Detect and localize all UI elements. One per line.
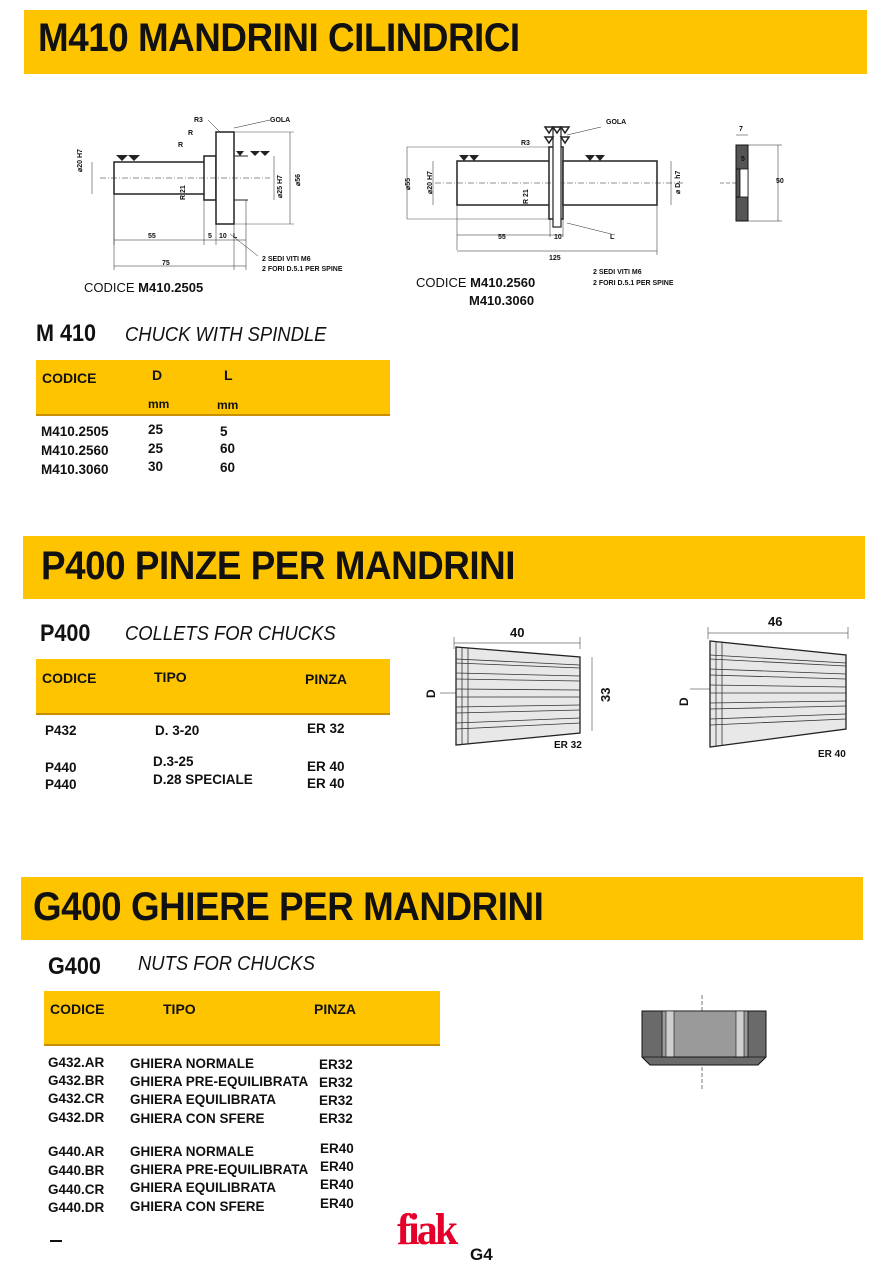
g400-row-1-pinza: ER32 bbox=[319, 1057, 353, 1072]
p400-row-2-pinza: ER 40 bbox=[307, 759, 345, 774]
d2-note-1: 2 SEDI VITI M6 bbox=[593, 269, 642, 276]
footer-logo: fiak bbox=[397, 1205, 456, 1254]
footer-mark bbox=[50, 1240, 62, 1242]
m410-subtitle: CHUCK WITH SPINDLE bbox=[125, 324, 327, 346]
d1-d56-label: ⌀56 bbox=[295, 173, 302, 186]
g400-row-4-pinza: ER32 bbox=[319, 1111, 353, 1126]
d3-50-label: 50 bbox=[776, 178, 784, 185]
d2-dh7-label: ⌀ D. h7 bbox=[675, 170, 682, 194]
d2-note-2: 2 FORI D.5.1 PER SPINE bbox=[593, 280, 674, 287]
collet-er32-length: 40 bbox=[510, 625, 525, 640]
m410-row-1-d: 25 bbox=[148, 422, 164, 437]
p400-row-1-codice: P432 bbox=[45, 723, 77, 738]
m410-drawing-2 bbox=[395, 115, 695, 275]
m410-row-3-d: 30 bbox=[148, 459, 164, 474]
d2-gola-label: GOLA bbox=[606, 119, 627, 126]
collet-er40-name: ER 40 bbox=[818, 749, 846, 760]
g400-row-1-codice: G432.AR bbox=[48, 1055, 105, 1070]
g400-title: G400 GHIERE PER MANDRINI bbox=[33, 885, 544, 929]
g400-row-6-tipo: GHIERA PRE-EQUILIBRATA bbox=[130, 1162, 309, 1177]
g400-row-7-codice: G440.CR bbox=[48, 1182, 105, 1197]
p400-table-header bbox=[36, 659, 390, 715]
d2-10-label: 10 bbox=[554, 234, 562, 241]
g400-code: G400 bbox=[48, 953, 101, 980]
p400-row-2-codice: P440 bbox=[45, 760, 77, 775]
m410-row-1-codice: M410.2505 bbox=[41, 424, 109, 439]
g400-row-8-pinza: ER40 bbox=[320, 1196, 354, 1211]
g400-row-6-pinza: ER40 bbox=[320, 1159, 354, 1174]
d1-75-label: 75 bbox=[162, 260, 170, 267]
d1-5-label: 5 bbox=[208, 233, 212, 240]
p400-row-1-pinza: ER 32 bbox=[307, 721, 345, 736]
g400-row-7-pinza: ER40 bbox=[320, 1177, 354, 1192]
d1-d25-label: ⌀25 H7 bbox=[277, 175, 284, 198]
collet-er32-height: 33 bbox=[598, 687, 613, 702]
m410-code: M 410 bbox=[36, 320, 97, 347]
d1-r21-label: R 21 bbox=[180, 185, 187, 200]
m410-row-2-l: 60 bbox=[220, 441, 236, 456]
m410-row-2-d: 25 bbox=[148, 441, 164, 456]
p400-header-codice: CODICE bbox=[42, 670, 97, 686]
g400-row-3-tipo: GHIERA EQUILIBRATA bbox=[130, 1092, 276, 1107]
collet-er32-name: ER 32 bbox=[554, 740, 582, 751]
collet-er40-d: D bbox=[677, 697, 691, 706]
d1-d20-label: ⌀20 H7 bbox=[77, 149, 84, 172]
g400-row-5-codice: G440.AR bbox=[48, 1144, 105, 1159]
d2-caption bbox=[416, 275, 535, 290]
g400-header-codice: CODICE bbox=[50, 1001, 105, 1017]
m410-title: M410 MANDRINI CILINDRICI bbox=[38, 16, 520, 60]
p400-row-2-tipo: D.3-25 bbox=[153, 754, 194, 769]
g400-row-6-codice: G440.BR bbox=[48, 1163, 105, 1178]
p400-code: P400 bbox=[40, 620, 91, 647]
collet-er32-drawing bbox=[440, 635, 610, 755]
m410-row-1-l: 5 bbox=[220, 424, 228, 439]
m410-header-d-unit: mm bbox=[148, 397, 170, 411]
m410-header-l: L bbox=[224, 367, 233, 383]
m410-drawing-3 bbox=[720, 125, 800, 235]
d1-gola-label: GOLA bbox=[270, 117, 291, 124]
p400-row-1-tipo: D. 3-20 bbox=[155, 723, 200, 738]
p400-banner bbox=[23, 536, 865, 599]
d1-55-label: 55 bbox=[148, 233, 156, 240]
d2-caption-prefix: CODICE bbox=[416, 275, 471, 290]
d3-7-label: 7 bbox=[739, 126, 743, 133]
p400-row-3-codice: P440 bbox=[45, 777, 77, 792]
d2-d20-label: ⌀20 H7 bbox=[427, 171, 434, 194]
d1-l-label: L bbox=[233, 233, 238, 240]
m410-row-3-l: 60 bbox=[220, 460, 236, 475]
g400-header-tipo: TIPO bbox=[163, 1001, 196, 1017]
d2-125-label: 125 bbox=[549, 255, 561, 262]
m410-banner bbox=[24, 10, 867, 74]
g400-row-4-codice: G432.DR bbox=[48, 1110, 105, 1125]
p400-row-3-tipo: D.28 SPECIALE bbox=[153, 772, 253, 787]
m410-drawing-1 bbox=[80, 110, 380, 280]
g400-row-2-codice: G432.BR bbox=[48, 1073, 105, 1088]
d1-r-label-a: R bbox=[188, 130, 194, 137]
d3-5-label: 5 bbox=[741, 156, 745, 163]
d1-r-label-b: R bbox=[178, 142, 184, 149]
collet-er40-length: 46 bbox=[768, 614, 783, 629]
g400-row-2-pinza: ER32 bbox=[319, 1075, 353, 1090]
d2-r3-label: R3 bbox=[521, 140, 530, 147]
nut-drawing bbox=[640, 995, 770, 1090]
p400-header-pinza: PINZA bbox=[305, 671, 347, 687]
p400-row-3-pinza: ER 40 bbox=[307, 776, 345, 791]
g400-row-8-tipo: GHIERA CON SFERE bbox=[130, 1199, 265, 1214]
m410-row-3-codice: M410.3060 bbox=[41, 462, 109, 477]
g400-table-header bbox=[44, 991, 440, 1046]
m410-header-codice: CODICE bbox=[42, 370, 97, 386]
g400-row-1-tipo: GHIERA NORMALE bbox=[130, 1056, 254, 1071]
d2-r21-label: R 21 bbox=[523, 189, 530, 204]
g400-row-7-tipo: GHIERA EQUILIBRATA bbox=[130, 1180, 276, 1195]
m410-row-2-codice: M410.2560 bbox=[41, 443, 109, 458]
d1-r3-label: R3 bbox=[194, 117, 203, 124]
d1-caption-code: M410.2505 bbox=[138, 280, 204, 295]
p400-title: P400 PINZE PER MANDRINI bbox=[41, 544, 516, 588]
g400-row-4-tipo: GHIERA CON SFERE bbox=[130, 1111, 265, 1126]
collet-er40-drawing bbox=[690, 625, 860, 755]
p400-header-tipo: TIPO bbox=[154, 669, 187, 685]
g400-row-2-tipo: GHIERA PRE-EQUILIBRATA bbox=[130, 1074, 309, 1089]
g400-row-3-pinza: ER32 bbox=[319, 1093, 353, 1108]
g400-subtitle: NUTS FOR CHUCKS bbox=[138, 953, 315, 975]
m410-header-d: D bbox=[152, 367, 163, 383]
d1-note-1: 2 SEDI VITI M6 bbox=[262, 256, 311, 263]
g400-row-5-pinza: ER40 bbox=[320, 1141, 354, 1156]
g400-row-8-codice: G440.DR bbox=[48, 1200, 105, 1215]
d1-caption-prefix: CODICE bbox=[84, 280, 139, 295]
d2-caption-code-1: M410.2560 bbox=[470, 275, 536, 290]
g400-row-3-codice: G432.CR bbox=[48, 1091, 105, 1106]
g400-row-5-tipo: GHIERA NORMALE bbox=[130, 1144, 254, 1159]
d2-caption-code-2: M410.3060 bbox=[469, 293, 535, 308]
collet-er32-d: D bbox=[424, 689, 438, 698]
g400-banner bbox=[21, 877, 863, 940]
d1-10-label: 10 bbox=[219, 233, 227, 240]
d2-d55-label: ⌀55 bbox=[405, 177, 412, 190]
d2-55-label: 55 bbox=[498, 234, 506, 241]
m410-header-l-unit: mm bbox=[217, 398, 239, 412]
d1-caption bbox=[84, 280, 203, 295]
g400-header-pinza: PINZA bbox=[314, 1001, 356, 1017]
footer-page-number: G4 bbox=[470, 1245, 493, 1264]
m410-table-header bbox=[36, 360, 390, 416]
d2-l-label: L bbox=[610, 234, 615, 241]
p400-subtitle: COLLETS FOR CHUCKS bbox=[125, 623, 336, 645]
d1-note-2: 2 FORI D.5.1 PER SPINE bbox=[262, 266, 343, 273]
